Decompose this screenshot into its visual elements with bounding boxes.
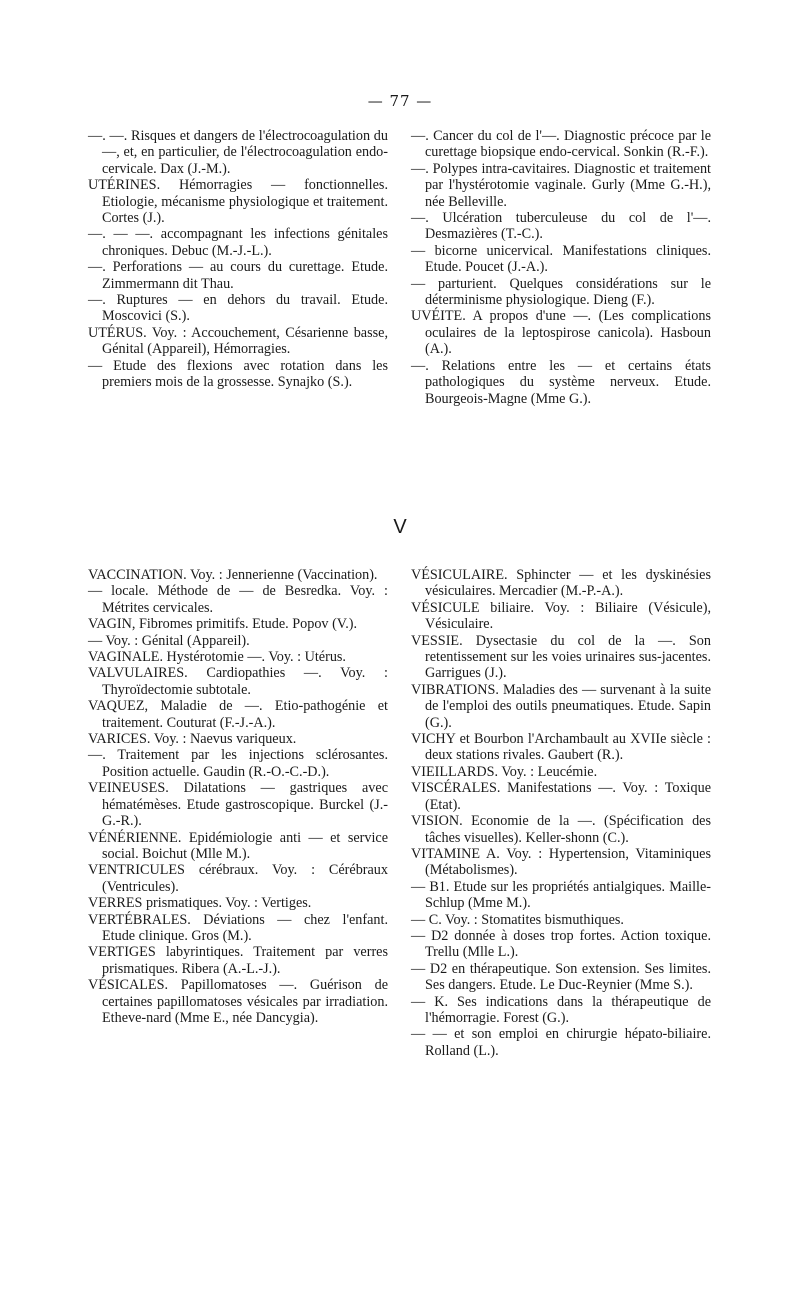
index-entry: —. Ruptures — en dehors du travail. Etude. Moscovici (S.).	[88, 292, 388, 325]
index-entry: —. Traitement par les injections sclérosantes. Position actuelle. Gaudin (R.-O.-C.-D.).	[88, 747, 388, 780]
index-entry: VIBRATIONS. Maladies des — survenant à la suite de l'emploi des outils pneumatiques. Etude. Sapin (G.).	[411, 681, 711, 731]
index-entry: — C. Voy. : Stomatites bismuthiques.	[411, 911, 624, 928]
index-entry: —. Polypes intra-cavitaires. Diagnostic et traitement par l'hystérotomie vaginale. Gurly (Mme G.-H.), née Belleville.	[411, 160, 711, 210]
index-entry: VAQUEZ, Maladie de —. Etio-pathogénie et traitement. Couturat (F.-J.-A.).	[88, 698, 388, 731]
index-entry: —. Perforations — au cours du curettage. Etude. Zimmermann dit Thau.	[88, 259, 388, 292]
index-entry: — bicorne unicervical. Manifestations cliniques. Etude. Poucet (J.-A.).	[411, 242, 711, 276]
index-entry: VAGINALE. Hystérotomie —. Voy. : Utérus.	[88, 649, 346, 666]
section-letter: V	[393, 516, 407, 538]
index-entry: — D2 en thérapeutique. Son extension. Ses limites. Ses dangers. Etude. Le Duc-Reynier (Mme S.).	[411, 960, 711, 994]
index-entry: VACCINATION. Voy. : Jennerienne (Vaccination).	[88, 567, 378, 583]
index-entry: VEINEUSES. Dilatations — gastriques avec hématémèses. Etude gastroscopique. Burckel (J.-G.-R.).	[88, 780, 388, 830]
index-entry: — K. Ses indications dans la thérapeutique de l'hémorragie. Forest (G.).	[411, 993, 711, 1026]
column-top-left	[88, 128, 388, 391]
page-number: — 77 —	[367, 92, 433, 110]
index-entry: — parturient. Quelques considérations sur le déterminisme physiologique. Dieng (F.).	[411, 275, 711, 309]
index-entry: UTÉRUS. Voy. : Accouchement, Césarienne basse, Génital (Appareil), Hémorragies.	[88, 324, 388, 358]
index-entry: VISCÉRALES. Manifestations —. Voy. : Toxique (Etat).	[411, 780, 711, 813]
index-entry: — D2 donnée à doses trop fortes. Action toxique. Trellu (Mlle L.).	[411, 927, 711, 961]
index-entry: —. Relations entre les — et certains états pathologiques du système nerveux. Etude. Bourgeois-Magne (Mme G.).	[411, 357, 711, 407]
index-entry: — — et son emploi en chirurgie hépato-biliaire. Rolland (L.).	[411, 1026, 711, 1059]
index-entry: VERTIGES labyrintiques. Traitement par verres prismatiques. Ribera (A.-L.-J.).	[88, 944, 388, 977]
index-entry: UVÉITE. A propos d'une —. (Les complications oculaires de la leptospirose canicola). Hasboun (A.).	[411, 308, 711, 358]
index-entry: VITAMINE A. Voy. : Hypertension, Vitaminiques (Métabolismes).	[411, 845, 711, 879]
index-entry: VALVULAIRES. Cardiopathies —. Voy. : Thyroïdectomie subtotale.	[88, 665, 388, 698]
index-entry: UTÉRINES. Hémorragies — fonctionnelles. Etiologie, mécanisme physiologique et traitement. Cortes (J.).	[88, 177, 388, 227]
index-entry: — B1. Etude sur les propriétés antialgiques. Maille-Schlup (Mme M.).	[411, 878, 711, 912]
index-entry: VESSIE. Dysectasie du col de la —. Son retentissement sur les voies urinaires sus-jacentes. Garrigues (J.).	[411, 632, 711, 682]
index-entry: VÉSICULAIRE. Sphincter — et les dyskinésies vésiculaires. Mercadier (M.-P.-A.).	[411, 567, 711, 600]
index-entry: VENTRICULES cérébraux. Voy. : Cérébraux (Ventricules).	[88, 862, 388, 895]
column-bottom-right	[411, 567, 711, 1059]
index-entry: —. Cancer du col de l'—. Diagnostic précoce par le curettage biopsique endo-cervical. Sonkin (R.-F.).	[411, 128, 711, 161]
index-entry: VERRES prismatiques. Voy. : Vertiges.	[88, 895, 312, 912]
index-entry: VÉSICULE biliaire. Voy. : Biliaire (Vésicule), Vésiculaire.	[411, 599, 711, 633]
index-entry: VÉNÉRIENNE. Epidémiologie anti — et service social. Boichut (Mlle M.).	[88, 829, 388, 862]
index-entry: —. Ulcération tuberculeuse du col de l'—. Desmazières (T.-C.).	[411, 210, 711, 243]
index-entry: VERTÉBRALES. Déviations — chez l'enfant. Etude clinique. Gros (M.).	[88, 911, 388, 944]
index-entry: VISION. Economie de la —. (Spécification des tâches visuelles). Keller-shonn (C.).	[411, 813, 711, 846]
index-entry: —. — —. accompagnant les infections génitales chroniques. Debuc (M.-J.-L.).	[88, 226, 388, 259]
index-entry: — Voy. : Génital (Appareil).	[88, 632, 250, 649]
column-top-right	[411, 128, 711, 407]
index-entry: VARICES. Voy. : Naevus variqueux.	[88, 731, 297, 748]
column-bottom-left	[88, 567, 388, 1026]
index-entry: VÉSICALES. Papillomatoses —. Guérison de certaines papillomatoses vésicales par irradiation. Etheve-nard (Mme E., née Dancygia).	[88, 977, 388, 1026]
index-entry: VAGIN, Fibromes primitifs. Etude. Popov (V.).	[88, 616, 358, 633]
index-entry: VIEILLARDS. Voy. : Leucémie.	[411, 763, 598, 780]
index-entry: — locale. Méthode de — de Besredka. Voy. : Métrites cervicales.	[88, 583, 388, 616]
index-entry: —. —. Risques et dangers de l'électrocoagulation du —, et, en particulier, de l'électrocoagulation endo-cervicale. Dax (J.-M.).	[88, 128, 388, 177]
index-entry: — Etude des flexions avec rotation dans les premiers mois de la grossesse. Synajko (S.).	[88, 357, 388, 391]
index-entry: VICHY et Bourbon l'Archambault au XVIIe siècle : deux stations rivales. Gaubert (R.).	[411, 731, 711, 764]
